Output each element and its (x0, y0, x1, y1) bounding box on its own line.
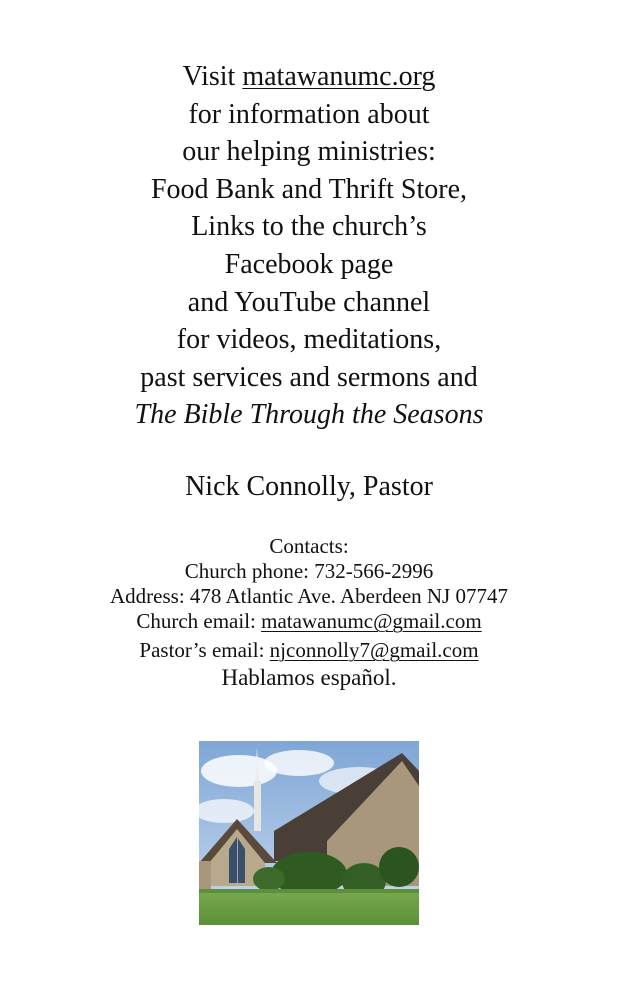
contacts-block (0, 534, 618, 693)
contacts-heading: Contacts: (269, 534, 349, 558)
intro-line: Food Bank and Thrift Store, (150, 173, 467, 205)
intro-line: Links to the church’s (191, 211, 427, 243)
visit-prefix: Visit (182, 61, 243, 92)
intro-line: and YouTube channel (187, 286, 431, 318)
pastor-name: Nick Connolly, Pastor (185, 471, 433, 502)
church-email-line (0, 609, 618, 634)
intro-line: for videos, meditations, (176, 324, 442, 356)
intro-line: past services and sermons and (140, 361, 478, 393)
bible-seasons-title: The Bible Through the Seasons (134, 399, 484, 431)
pastor-email-line (0, 638, 618, 663)
ministries-intro (0, 58, 618, 434)
church-photo (199, 741, 419, 925)
church-email-label: Church email: (136, 609, 262, 633)
language-note: Hablamos español. (221, 665, 397, 690)
intro-line: Facebook page (224, 248, 394, 280)
pastor-email-link[interactable]: njconnolly7@gmail.com (269, 638, 479, 662)
intro-line: for information about (188, 98, 430, 130)
pastor-email-label: Pastor’s email: (139, 638, 270, 662)
intro-line: our helping ministries: (182, 136, 436, 168)
church-phone: Church phone: 732-566-2996 (184, 559, 434, 583)
church-email-link[interactable]: matawanumc@gmail.com (261, 609, 482, 633)
visit-line (0, 58, 618, 96)
website-link[interactable]: matawanumc.org (242, 61, 436, 92)
church-address: Address: 478 Atlantic Ave. Aberdeen NJ 07747 (110, 584, 508, 608)
